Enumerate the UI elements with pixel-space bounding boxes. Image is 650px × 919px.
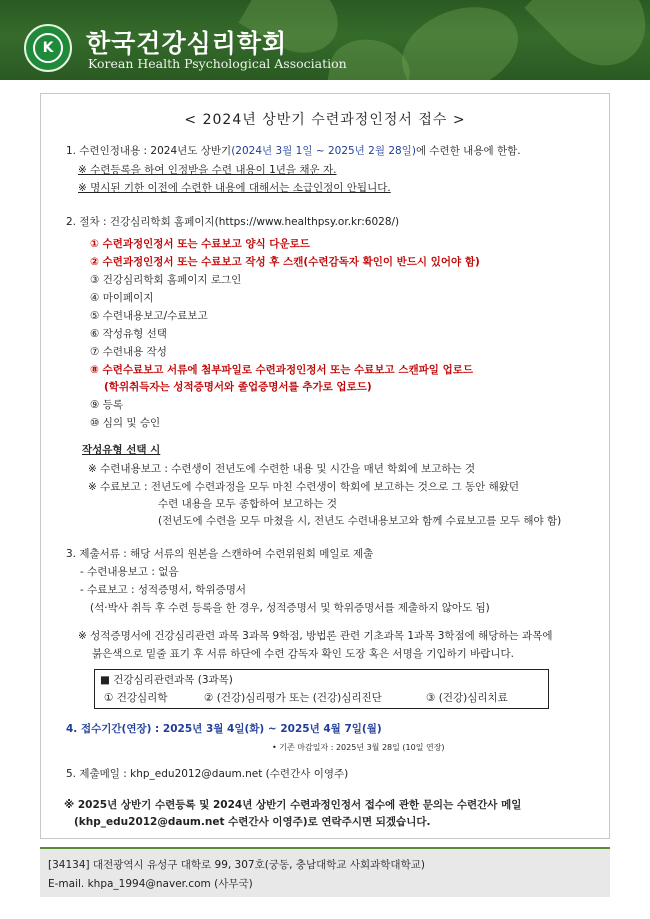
step-1: ① 수련과정인정서 또는 수료보고 양식 다운로드 bbox=[90, 238, 310, 250]
type-select-line1: ※ 수련내용보고 : 수련생이 전년도에 수련한 내용 및 시간을 매년 학회에 보고하는 것 bbox=[88, 463, 476, 475]
type-select-line3: 수련 내용을 모두 종합하여 보고하는 것 bbox=[158, 498, 337, 510]
logo bbox=[24, 24, 72, 72]
section3-note-line1: ※ 성적증명서에 건강심리관련 과목 3과목 9학점, 방법론 관련 기초과목 1과목 3학점에 해당하는 과목에 bbox=[78, 630, 553, 642]
section1-suffix: 에 수련한 내용에 한함. bbox=[415, 145, 521, 157]
section3-item1: - 수련내용보고 : 없음 bbox=[80, 566, 179, 578]
org-name-english: Korean Health Psychological Association bbox=[88, 56, 347, 71]
section4-note: • 기존 마감일자 : 2025년 3월 28일 (10일 연장) bbox=[272, 743, 445, 752]
section4-period: 4. 접수기간(연장) : 2025년 3월 4일(화) ~ 2025년 4월 7일(월) bbox=[66, 723, 382, 735]
section2-heading: 2. 절차 : 건강심리학회 홈페이지(https://www.healthpsy.or.kr:6028/) bbox=[66, 216, 400, 228]
step-9: ⑨ 등록 bbox=[90, 399, 124, 411]
course-1: ① 건강심리학 bbox=[104, 692, 168, 704]
course-2: ② (건강)심리평가 또는 (건강)심리진단 bbox=[204, 692, 382, 704]
header-banner bbox=[0, 0, 650, 80]
course-3: ③ (건강)심리치료 bbox=[426, 692, 508, 704]
step-8-note: (학위취득자는 성적증명서와 졸업증명서를 추가로 업로드) bbox=[104, 381, 372, 393]
step-2: ② 수련과정인정서 또는 수료보고 작성 후 스캔(수련감독자 확인이 반드시 있어야 함) bbox=[90, 256, 480, 268]
step-6: ⑥ 작성유형 선택 bbox=[90, 328, 167, 340]
section1-note2: ※ 명시된 기한 이전에 수련한 내용에 대해서는 소급인정이 안됩니다. bbox=[78, 182, 391, 194]
section1-prefix: 1. 수련인정내용 : 2024년도 상반기 bbox=[66, 145, 232, 157]
step-7: ⑦ 수련내용 작성 bbox=[90, 346, 167, 358]
section5-email: 5. 제출메일 : khp_edu2012@daum.net (수련간사 이영주) bbox=[66, 768, 349, 780]
section3-item2-note: (석·박사 취득 후 수련 등록을 한 경우, 성적증명서 및 학위증명서를 제출하지 않아도 됨) bbox=[90, 602, 490, 614]
closing-line2: (khp_edu2012@daum.net 수련간사 이영주)로 연락주시면 되겠습니다. bbox=[74, 816, 431, 828]
step-10: ⑩ 심의 및 승인 bbox=[90, 417, 161, 429]
section3-heading: 3. 제출서류 : 해당 서류의 원본을 스캔하여 수련위원회 메일로 제출 bbox=[66, 548, 374, 560]
step-3: ③ 건강심리학회 홈페이지 로그인 bbox=[90, 274, 242, 286]
decor-leaf bbox=[390, 0, 530, 80]
section3-note-line2: 붉은색으로 밑줄 표기 후 서류 하단에 수련 감독자 확인 도장 혹은 서명을 기입하기 바랍니다. bbox=[92, 648, 515, 660]
org-name-korean: 한국건강심리학회 bbox=[86, 29, 288, 58]
type-select-line4: (전년도에 수련을 모두 마쳤을 시, 전년도 수련내용보고와 함께 수료보고를 모두 해야 함) bbox=[158, 515, 562, 527]
step-8: ⑧ 수련수료보고 서류에 첨부파일로 수련과정인정서 또는 수료보고 스캔파일 업로드 bbox=[90, 364, 473, 376]
footer-email: E-mail. khpa_1994@naver.com (사무국) bbox=[48, 878, 253, 890]
section1-line bbox=[66, 144, 521, 158]
type-select-line2: ※ 수료보고 : 전년도에 수련과정을 모두 마친 수련생이 학회에 보고하는 것으로 그 동안 해왔던 bbox=[88, 481, 520, 493]
logo-mark: K bbox=[33, 33, 63, 63]
decor-leaf bbox=[524, 0, 650, 80]
page-title: < 2024년 상반기 수련과정인정서 접수 > bbox=[184, 112, 466, 128]
section1-note1: ※ 수련등록을 하여 인정받을 수련 내용이 1년을 채운 자. bbox=[78, 164, 337, 176]
step-5: ⑤ 수련내용보고/수료보고 bbox=[90, 310, 208, 322]
courses-heading: ■ 건강심리관련과목 (3과목) bbox=[100, 674, 233, 686]
step-4: ④ 마이페이지 bbox=[90, 292, 154, 304]
closing-line1: ※ 2025년 상반기 수련등록 및 2024년 상반기 수련과정인정서 접수에 관한 문의는 수련간사 메일 bbox=[64, 799, 522, 811]
footer-address: [34134] 대전광역시 유성구 대학로 99, 307호(궁동, 충남대학교 사회과학대학교) bbox=[48, 859, 425, 871]
section1-period: (2024년 3월 1일 ~ 2025년 2월 28일) bbox=[231, 145, 416, 157]
type-select-heading: 작성유형 선택 시 bbox=[82, 444, 161, 456]
section3-item2: - 수료보고 : 성적증명서, 학위증명서 bbox=[80, 584, 247, 596]
